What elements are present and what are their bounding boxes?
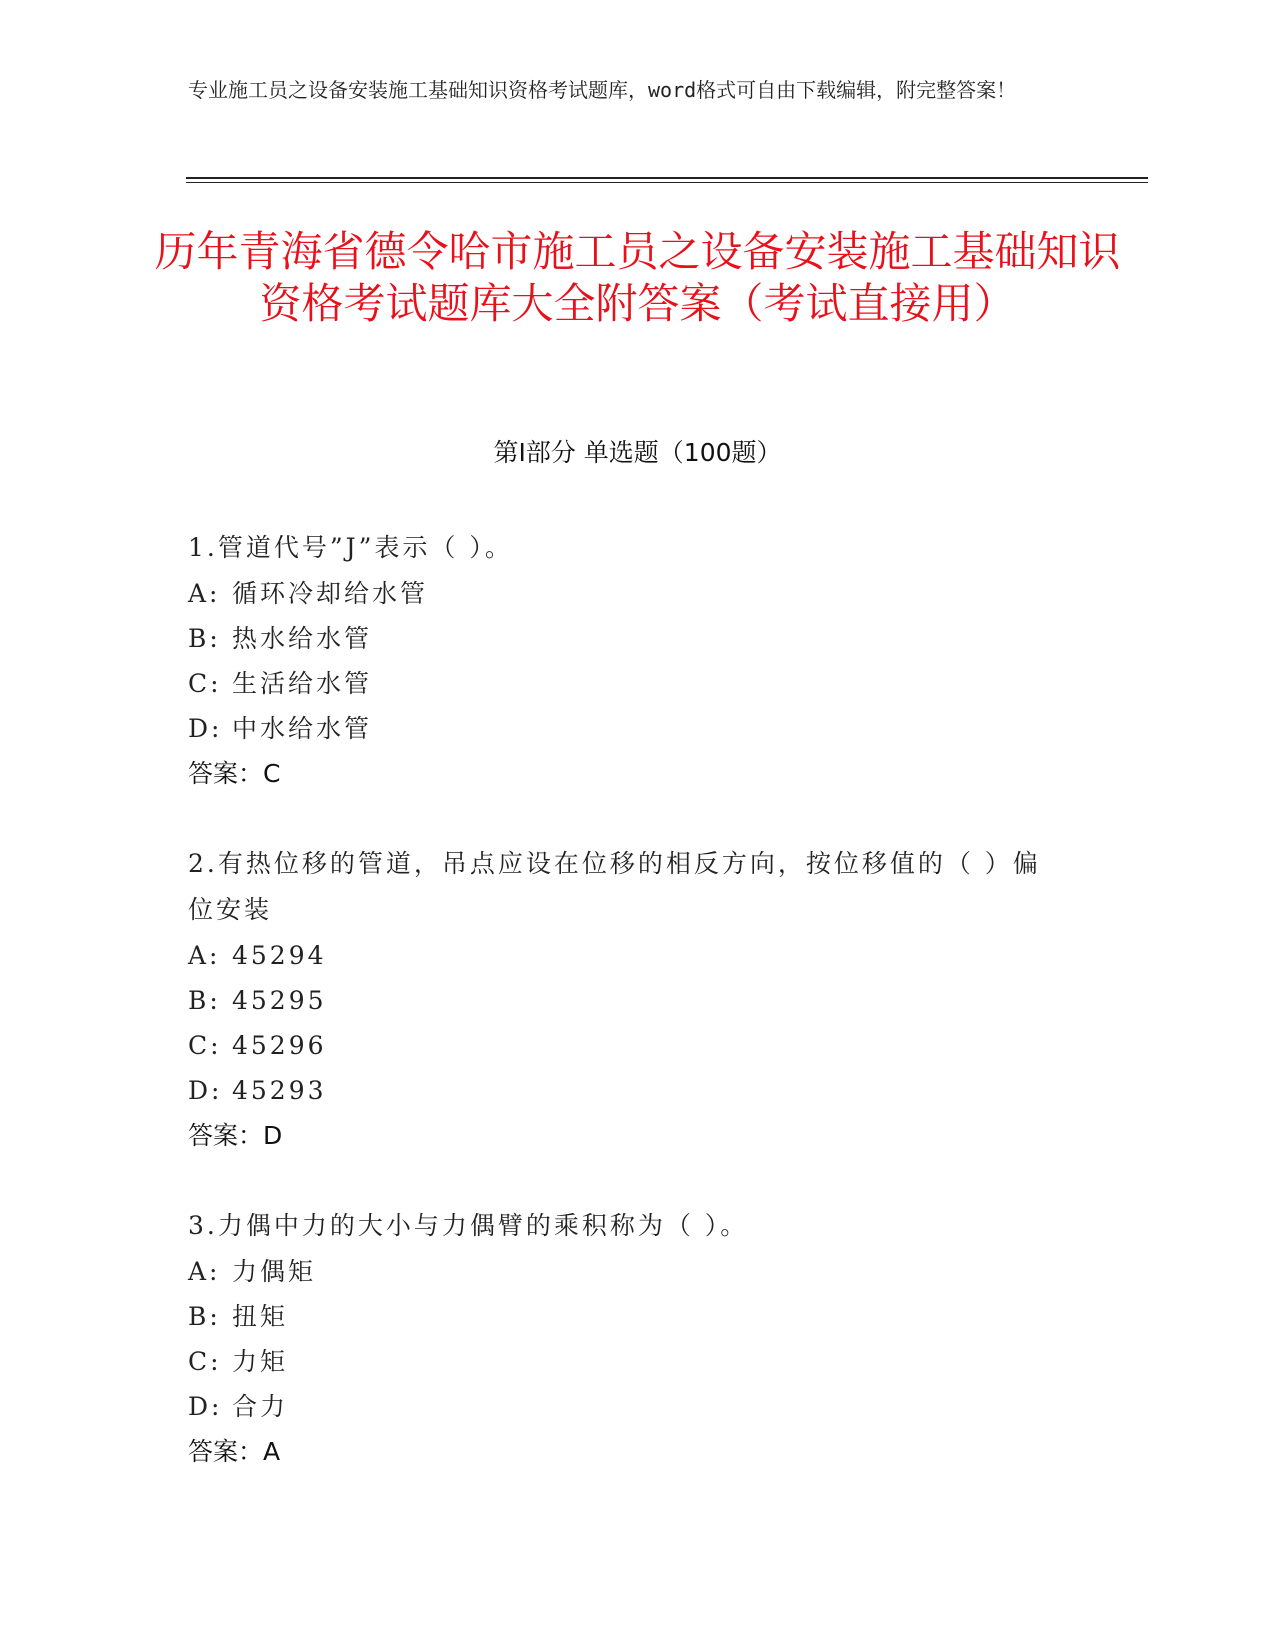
option-letter: D: (188, 714, 223, 743)
question-2 (188, 841, 1068, 1158)
question-3 (188, 1203, 1068, 1474)
option-text: 力矩 (232, 1347, 289, 1376)
option-text: 力偶矩 (232, 1257, 317, 1286)
option-d (188, 706, 1068, 751)
question-stem: 3.力偶中力的大小与力偶臂的乘积称为（ ）。 (188, 1211, 749, 1240)
option-text: 热水给水管 (232, 624, 373, 653)
option-b (188, 616, 1068, 661)
option-a (188, 571, 1068, 616)
option-letter: A: (188, 941, 221, 970)
header-note: 专业施工员之设备安装施工基础知识资格考试题库，word格式可自由下载编辑，附完整答案！ (188, 78, 1017, 102)
option-text: 循环冷却给水管 (232, 579, 429, 608)
header-rule-thick (186, 177, 1148, 179)
option-text: 45296 (232, 1031, 327, 1060)
answer-line (188, 751, 1068, 796)
option-letter: C: (188, 1031, 222, 1060)
option-a (188, 933, 1068, 978)
option-letter: B: (188, 1302, 221, 1331)
question-stem: 1.管道代号”J”表示（ ）。 (188, 533, 513, 562)
option-letter: D: (188, 1076, 223, 1105)
option-a (188, 1249, 1068, 1294)
option-d (188, 1068, 1068, 1113)
option-c (188, 1339, 1068, 1384)
document-title: 历年青海省德令哈市施工员之设备安装施工基础知识资格考试题库大全附答案（考试直接用） (154, 227, 1121, 328)
option-letter: A: (188, 1257, 221, 1286)
option-text: 45293 (232, 1076, 327, 1105)
section-heading: 第I部分 单选题（100题） (493, 438, 782, 467)
option-text: 扭矩 (232, 1302, 289, 1331)
answer-line (188, 1429, 1068, 1474)
option-c (188, 1023, 1068, 1068)
answer-value: D (263, 1121, 283, 1150)
option-text: 中水给水管 (232, 714, 373, 743)
question-list (188, 525, 1068, 1519)
option-letter: A: (188, 579, 221, 608)
answer-label: 答案： (188, 759, 264, 788)
option-b (188, 1294, 1068, 1339)
option-letter: B: (188, 624, 221, 653)
question-1 (188, 525, 1068, 796)
option-text: 45295 (232, 986, 327, 1015)
answer-line (188, 1113, 1068, 1158)
option-letter: C: (188, 669, 222, 698)
option-c (188, 661, 1068, 706)
option-letter: B: (188, 986, 221, 1015)
option-text: 合力 (232, 1392, 289, 1421)
option-b (188, 978, 1068, 1023)
answer-label: 答案： (188, 1437, 264, 1466)
answer-label: 答案： (188, 1121, 264, 1150)
option-d (188, 1384, 1068, 1429)
answer-value: C (263, 759, 281, 788)
option-letter: C: (188, 1347, 222, 1376)
question-stem: 2.有热位移的管道，吊点应设在位移的相反方向，按位移值的（ ）偏位安装 (188, 849, 1041, 924)
option-text: 45294 (232, 941, 327, 970)
header-rule-thin (186, 182, 1148, 183)
option-letter: D: (188, 1392, 223, 1421)
option-text: 生活给水管 (232, 669, 373, 698)
answer-value: A (263, 1437, 281, 1466)
